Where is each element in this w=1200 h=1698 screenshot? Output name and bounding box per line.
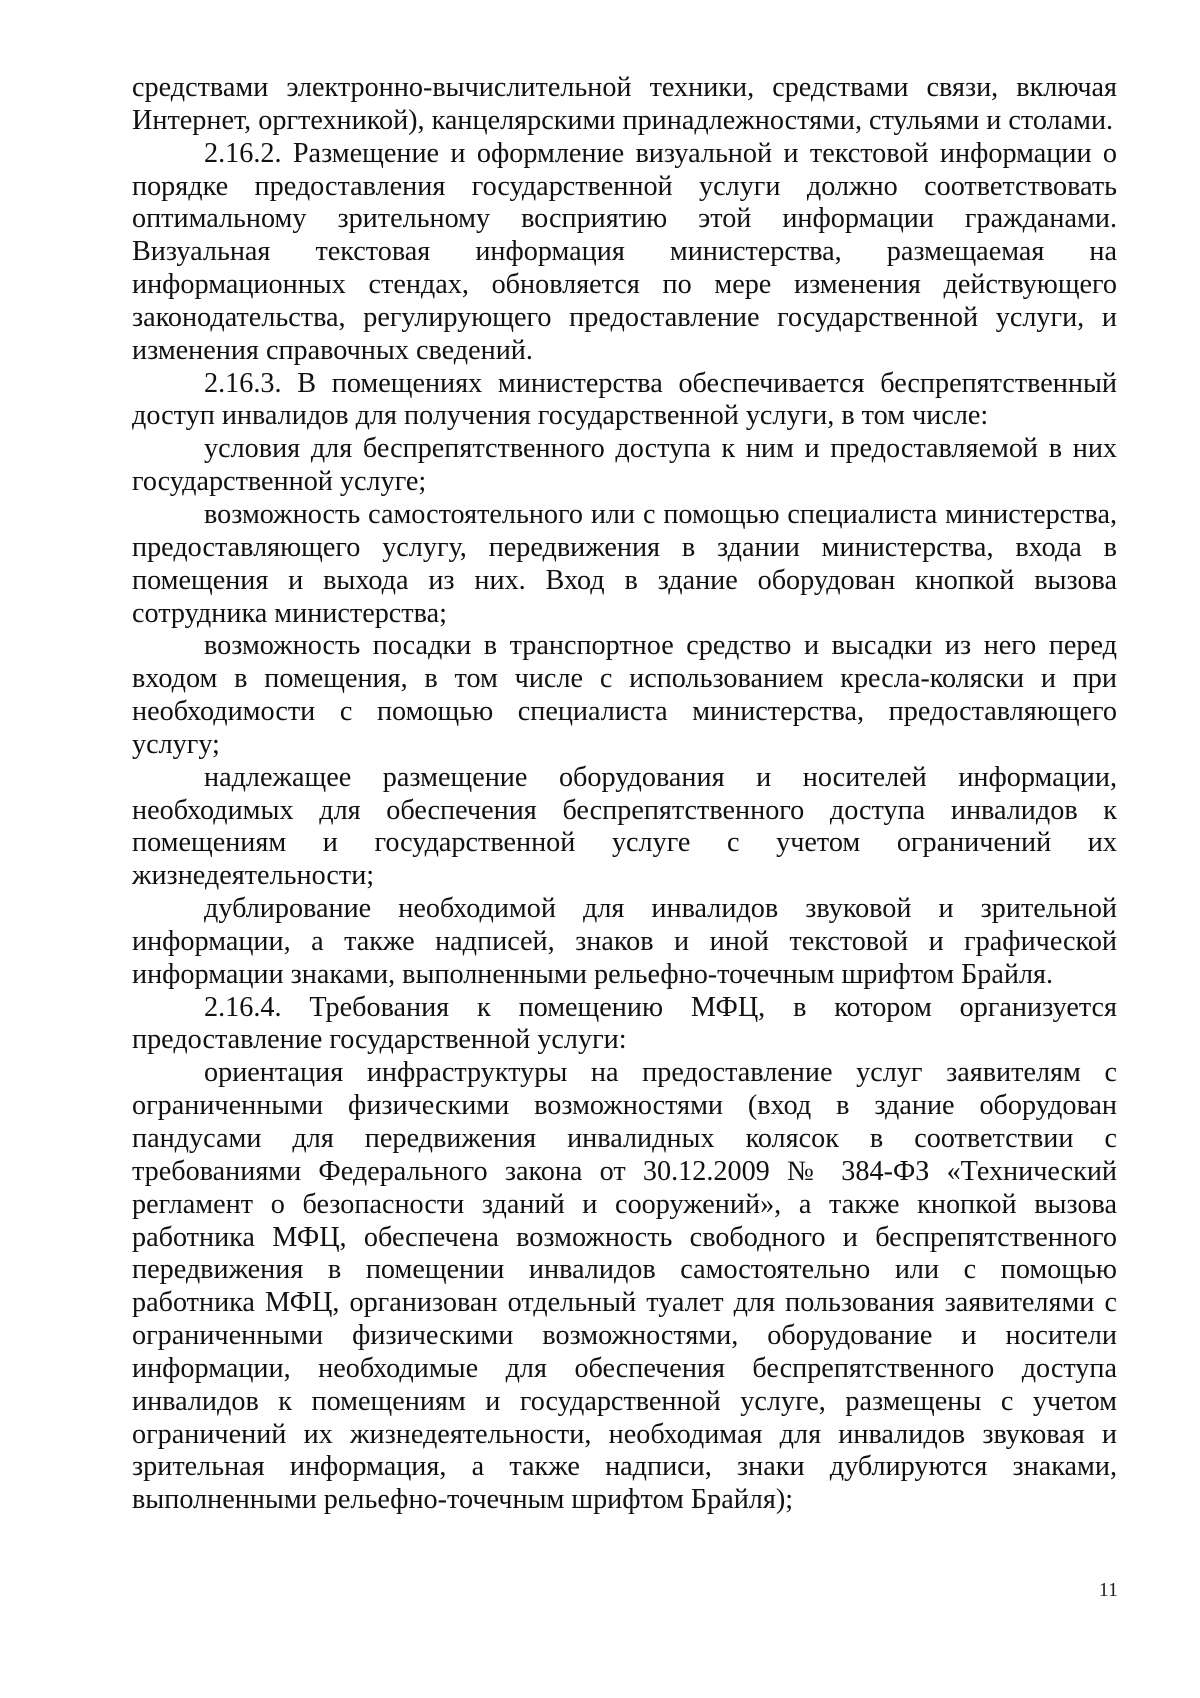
paragraph-access-conditions: условия для беспрепятственного доступа к ним и предоставляемой в них государственной услуге; xyxy=(132,433,1117,498)
paragraph-transport-boarding: возможность посадки в транспортное средство и высадки из него перед входом в помещения, в том числе с использованием кресла-коляски и при необходимости с помощью специалиста министерства, предоставляющего услугу; xyxy=(132,630,1117,760)
paragraph-2-16-2: 2.16.2. Размещение и оформление визуальной и текстовой информации о порядке предоставления государственной услуги должно соответствовать оптимальному зрительному восприятию этой информации гражданами. Визуальная текстовая информация министерства, размещаемая на информационных стендах, обновляется по мере изменения действующего законодательства, регулирующего предоставление государственной услуги, и изменения справочных сведений. xyxy=(132,137,1117,366)
document-page xyxy=(132,72,1117,1517)
page-number: 11 xyxy=(1098,1579,1118,1601)
paragraph-equipment-placement: надлежащее размещение оборудования и носителей информации, необходимых для обеспечения беспрепятственного доступа инвалидов к помещениям и государственной услуге с учетом ограничений их жизнедеятельности; xyxy=(132,761,1117,892)
paragraph-2-16-3: 2.16.3. В помещениях министерства обеспечивается беспрепятственный доступ инвалидов для получения государственной услуги, в том числе: xyxy=(132,367,1117,432)
paragraph-infrastructure-orientation: ориентация инфраструктуры на предоставление услуг заявителям с ограниченными физическими возможностями (вход в здание оборудован пандусами для передвижения инвалидных колясок в соответствии с требованиями Федерального закона от 30.12.2009 № 384-ФЗ «Технический регламент о безопасности зданий и сооружений», а также кнопкой вызова работника МФЦ, обеспечена возможность свободного и беспрепятственного передвижения в помещении инвалидов самостоятельно или с помощью работника МФЦ, организован отдельный туалет для пользования заявителями с ограниченными физическими возможностями, оборудование и носители информации, необходимые для обеспечения беспрепятственного доступа инвалидов к помещениям и государственной услуге, размещены с учетом ограничений их жизнедеятельности, необходимая для инвалидов звуковая и зрительная информация, а также надписи, знаки дублируются знаками, выполненными рельефно-точечным шрифтом Брайля); xyxy=(132,1057,1117,1516)
paragraph-braille-duplication: дублирование необходимой для инвалидов звуковой и зрительной информации, а также надписей, знаков и иной текстовой и графической информации знаками, выполненными рельефно-точечным шрифтом Брайля. xyxy=(132,893,1117,990)
paragraph-movement-possibility: возможность самостоятельного или с помощью специалиста министерства, предоставляющего услугу, передвижения в здании министерства, входа в помещения и выхода из них. Вход в здание оборудован кнопкой вызова сотрудника министерства; xyxy=(132,498,1117,629)
paragraph-continuation: средствами электронно-вычислительной техники, средствами связи, включая Интернет, оргтехникой), канцелярскими принадлежностями, стульями и столами. xyxy=(132,72,1117,136)
paragraph-2-16-4: 2.16.4. Требования к помещению МФЦ, в котором организуется предоставление государственной услуги: xyxy=(132,991,1117,1056)
